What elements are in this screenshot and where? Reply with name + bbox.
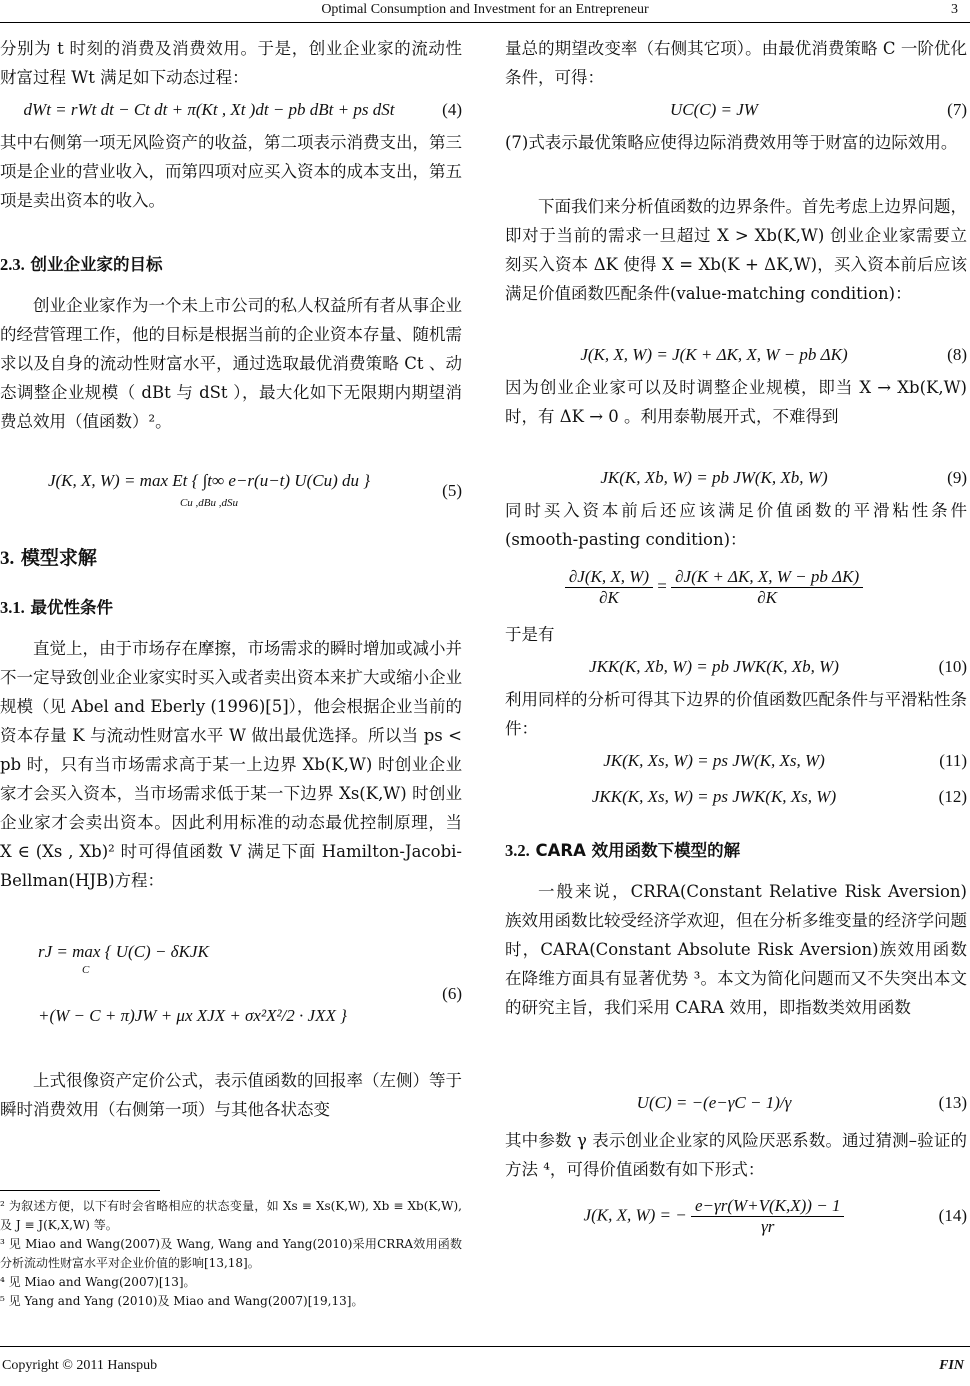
footnote: ² 为叙述方便，以下有时会省略相应的状态变量，如 Xs ≡ Xs(K,W), Xb ≡ Xb(K,W), 及 J ≡ J(K,X,W) 等。 [0,1199,462,1232]
equation-number: (13) [938,1093,967,1112]
paragraph: 其中参数 γ 表示创业企业家的风险厌恶系数。通过猜测–验证的方法 ⁴，可得价值函数有如下形式： [505,1131,967,1179]
equation-13 [505,1080,967,1126]
paragraph: 下面我们来分析值函数的边界条件。首先考虑上边界问题，即对于当前的需求一旦超过 X > Xb(K,W) 创业企业家需要立刻买入资本 ΔK 使得 X = Xb(K + ΔK,W)，买入资本前后应该满足价值函数匹配条件(value-matching condition)： [505,197,967,303]
denominator: ∂K [599,587,619,607]
numerator: ∂J(K, X, W) [565,567,653,588]
section-heading-2-3 [0,251,462,279]
section-number: 3.2. [505,841,530,860]
page-number: 3 [951,2,958,17]
fraction [691,1196,844,1237]
paragraph: 上式很像资产定价公式，表示值函数的回报率（左侧）等于瞬时消费效用（右侧第一项）与其他各状态变 [0,1071,462,1119]
equation-5 [0,465,462,517]
section-title: 创业企业家的目标 [30,255,163,274]
equation-9 [505,460,967,496]
numerator: e−γr(W+V(K,X)) − 1 [691,1196,844,1217]
section-title: 模型求解 [20,547,97,569]
section-heading-3-2 [505,837,967,865]
equation-number: (8) [947,345,967,364]
equation-number: (4) [442,100,462,119]
section-title: CARA 效用函数下模型的解 [535,841,741,860]
running-title: Optimal Consumption and Investment for an Entrepreneur [321,2,649,17]
footnote: ⁵ 见 Yang and Yang (2010)及 Miao and Wang(2007)[19,13]。 [0,1294,364,1308]
equation-number: (12) [938,787,967,806]
equation-body: JKK(K, Xb, W) = pb JWK(K, Xb, W) [589,657,839,676]
paragraph: 因为创业企业家可以及时调整企业规模，即当 X → Xb(K,W) 时，有 ΔK → 0 。利用泰勒展开式，不难得到 [505,378,967,426]
paragraph: 利用同样的分析可得其下边界的价值函数匹配条件与平滑粘性条件： [505,690,967,738]
footnote-rule [0,1190,160,1191]
equation-body [505,1196,923,1237]
paragraph: 其中右侧第一项无风险资产的收益，第二项表示消费支出，第三项是企业的营业收入，而第四项对应买入资本的成本支出，第五项是卖出资本的收入。 [0,133,462,210]
section-title: 最优性条件 [30,598,113,617]
section-number: 3.1. [0,598,25,617]
equation-line: rJ = max { U(C) − δKJK [38,942,209,961]
section-heading-3 [0,543,462,574]
equation-body: J(K, X, W) = J(K + ΔK, X, W − pb ΔK) [580,345,848,364]
paragraph: 直觉上，由于市场存在摩擦，市场需求的瞬时增加或减小并不一定导致创业企业家实时买入或者卖出资本来扩大或缩小企业规模（见 Abel and Eberly (1996)[5]），他会根据企业当前的资本存量 K 与流动性财富水平 W 做出最优选择。所以当 ps < pb 时，只有当市场需求高于某一上边界 Xb(K,W) 时创业企业家才会买入资本，当市场需求低于某一下边界 Xs(K,W) 时创业企业家才会卖出资本。因此利用标准的动态最优控制原理，当 X ∈ (Xs , Xb)² 时可得值函数 V 满足下面 Hamilton-Jacobi-Bellman(HJB)方程： [0,639,462,890]
paragraph: 一般来说，CRRA(Constant Relative Risk Aversion)族效用函数比较受经济学欢迎，但在分析多维变量的经济学问题时，CARA(Constant Absolute Risk Aversion)族效用函数在降维方面具有显著优势 ³。本文为简化问题而又不失突出本文的研究主旨，我们采用 CARA 效用，即指数类效用函数 [505,882,967,1017]
fraction [671,567,863,608]
equation-subscript: Cu ,dBu ,dSu [179,497,239,509]
equation-body: dWt = rWt dt − Ct dt + π(Kt , Xt )dt − pb dBt + ps dSt [23,100,395,119]
copyright: Copyright © 2011 Hanspub [2,1358,158,1373]
section-heading-3-1 [0,594,462,622]
equation-4 [0,92,462,128]
equation-body [0,471,418,511]
paragraph: 分别为 t 时刻的消费及消费效用。于是，创业企业家的流动性财富过程 Wt 满足如下动态过程： [0,39,462,87]
paragraph: 同时买入资本前后还应该满足价值函数的平滑粘性条件(smooth-pasting condition)： [505,501,967,549]
equation-number: (5) [442,481,462,500]
section-number: 3. [0,548,15,569]
equation-number: (7) [947,100,967,119]
equation-lhs: J(K, X, W) = − [583,1204,687,1224]
equation-6 [0,924,462,1066]
equation-8 [505,337,967,373]
equation-body: $\frac{\partial J(K, X, W)}{\partial K}$ = $\frac{\text{∂J(K + ΔK, X, W − pb ΔK)}}{\partial K}$ [505,567,923,608]
fraction [565,567,653,608]
equation-smooth-pasting [505,554,967,620]
journal-abbrev: FIN [939,1358,964,1373]
equation-line: +(W − C + π)JW + μx XJX + σx²X²/2 · JXX } [38,1006,347,1025]
footnote: ⁴ 见 Miao and Wang(2007)[13]。 [0,1275,196,1289]
denominator: ∂K [757,587,777,607]
equation-number: (14) [938,1206,967,1225]
equation-12 [505,779,967,815]
equation-text: J(K, X, W) = max Et { ∫t∞ e−r(u−t) U(Cu) du } [47,471,371,490]
header-rule [0,22,970,23]
equation-number: (6) [442,984,462,1003]
equation-body: U(C) = −(e−γC − 1)/γ [636,1093,792,1112]
paragraph: 于是有 [505,625,555,644]
page-header [0,0,970,22]
equation-body: UC(C) = JW [670,100,758,119]
right-column [505,34,967,1248]
equation-subscript: C [82,964,90,976]
paragraph: 量总的期望改变率（右侧其它项）。由最优消费策略 C 一阶优化条件，可得： [505,39,967,87]
section-number: 2.3. [0,255,25,274]
paragraph: 创业企业家作为一个未上市公司的私人权益所有者从事企业的经营管理工作，他的目标是根据当前的企业资本存量、随机需求以及自身的流动性财富水平，通过选取最优消费策略 Ct 、动态调整企业规模（ dBt 与 dSt ），最大化如下无限期内期望消费总效用（值函数）²。 [0,296,462,431]
equation-number: (10) [938,657,967,676]
equation-7 [505,92,967,128]
equation-number: (9) [947,468,967,487]
denominator: γr [761,1216,775,1236]
paragraph: (7)式表示最优策略应使得边际消费效用等于财富的边际效用。 [505,133,958,152]
equation-body: JK(K, Xs, W) = ps JW(K, Xs, W) [603,751,825,770]
equation-body: JKK(K, Xs, W) = ps JWK(K, Xs, W) [591,787,837,806]
equation-11 [505,743,967,779]
footer-rule [0,1346,970,1347]
equation-14 [505,1184,967,1248]
equation-10 [505,649,967,685]
numerator: ∂J(K + ΔK, X, W − pb ΔK) [671,567,863,588]
equation-number: (11) [939,751,967,770]
left-column [0,34,462,1124]
equation-body: JK(K, Xb, W) = pb JW(K, Xb, W) [600,468,828,487]
footnotes [0,1190,462,1311]
footnote: ³ 见 Miao and Wang(2007)及 Wang, Wang and Yang(2010)采用CRRA效用函数分析流动性财富水平对企业价值的影响[13,18]。 [0,1237,462,1270]
page-footer [0,1346,970,1373]
